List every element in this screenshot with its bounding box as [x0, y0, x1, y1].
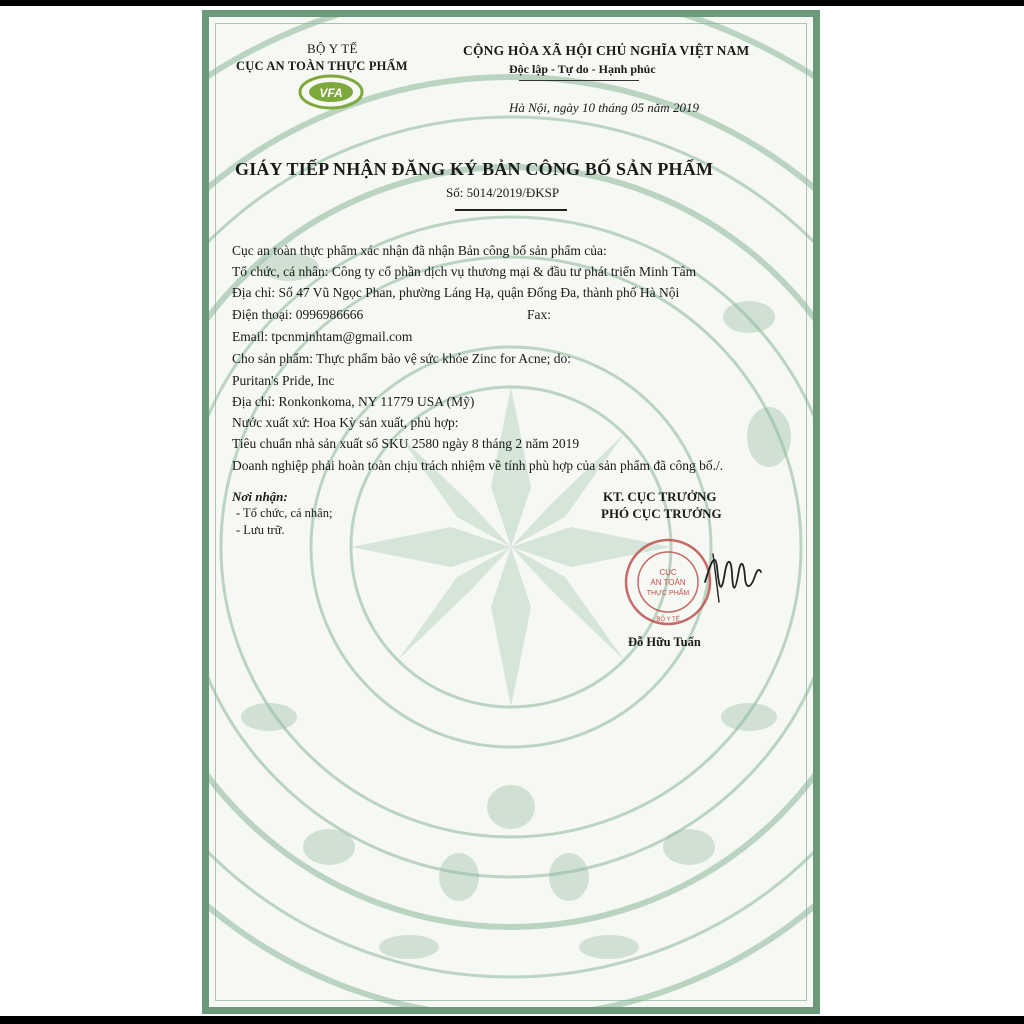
- issue-date: Hà Nội, ngày 10 tháng 05 năm 2019: [509, 100, 699, 115]
- national-motto: Độc lập - Tự do - Hạnh phúc: [509, 62, 656, 76]
- bottom-black-bar: [0, 1016, 1024, 1024]
- stamp-text-2: AN TOÀN: [650, 578, 686, 587]
- recipient-item: - Lưu trữ.: [236, 523, 285, 537]
- signer-name: Đỗ Hữu Tuấn: [628, 635, 701, 649]
- manufacturer-line: Puritan's Pride, Inc: [232, 373, 335, 388]
- product-line: Cho sản phẩm: Thực phẩm bảo vệ sức khỏe Zinc for Acne; do:: [232, 351, 572, 366]
- responsibility-line: Doanh nghiệp phải hoàn toàn chịu trách nhiệm về tính phù hợp của sản phẩm đã công bố./.: [232, 458, 724, 473]
- intro-line: Cục an toàn thực phẩm xác nhận đã nhận Bản công bố sản phẩm của:: [232, 243, 607, 258]
- motto-underline: [519, 80, 639, 81]
- stamp-ring-text: BỘ Y TẾ: [656, 617, 680, 623]
- origin-line: Nước xuất xứ: Hoa Kỳ sản xuất, phù hợp:: [232, 415, 459, 430]
- handwritten-signature-icon: [697, 542, 767, 612]
- organization-line: Tổ chức, cá nhân: Công ty cổ phần dịch vụ thương mại & đầu tư phát triển Minh Tâm: [232, 264, 697, 279]
- vfa-logo-icon: [297, 73, 365, 111]
- fax-line: Fax:: [527, 307, 552, 322]
- document-number: Số: 5014/2019/ĐKSP: [446, 185, 560, 200]
- nation-name: CỘNG HÒA XÃ HỘI CHỦ NGHĨA VIỆT NAM: [463, 43, 750, 58]
- standard-line: Tiêu chuẩn nhà sản xuất số SKU 2580 ngày 8 tháng 2 năm 2019: [232, 436, 580, 451]
- recipients-heading: Nơi nhận:: [232, 489, 288, 504]
- ministry-name: BỘ Y TẾ: [307, 41, 358, 56]
- svg-text:VFA: VFA: [319, 86, 343, 100]
- manufacturer-address-line: Địa chỉ: Ronkonkoma, NY 11779 USA (Mỹ): [232, 394, 475, 409]
- top-black-bar: [0, 0, 1024, 6]
- recipient-item: - Tổ chức, cá nhân;: [236, 506, 333, 520]
- title-underline: [455, 209, 567, 211]
- certificate-document: [202, 10, 820, 1014]
- agency-name: CỤC AN TOÀN THỰC PHẨM: [236, 59, 408, 73]
- signature-title-2: PHÓ CỤC TRƯỞNG: [601, 506, 722, 521]
- address-line: Địa chỉ: Số 47 Vũ Ngọc Phan, phường Láng Hạ, quận Đống Đa, thành phố Hà Nội: [232, 285, 680, 300]
- phone-line: Điện thoại: 0996986666: [232, 307, 364, 322]
- stamp-text-3: THỰC PHẨM: [646, 590, 690, 597]
- email-line: Email: tpcnminhtam@gmail.com: [232, 329, 413, 344]
- stamp-text-1: CỤC: [659, 568, 677, 577]
- document-title: GIÁY TIẾP NHẬN ĐĂNG KÝ BẢN CÔNG BỐ SẢN PHẨM: [235, 159, 714, 179]
- signature-title-1: KT. CỤC TRƯỞNG: [603, 489, 717, 504]
